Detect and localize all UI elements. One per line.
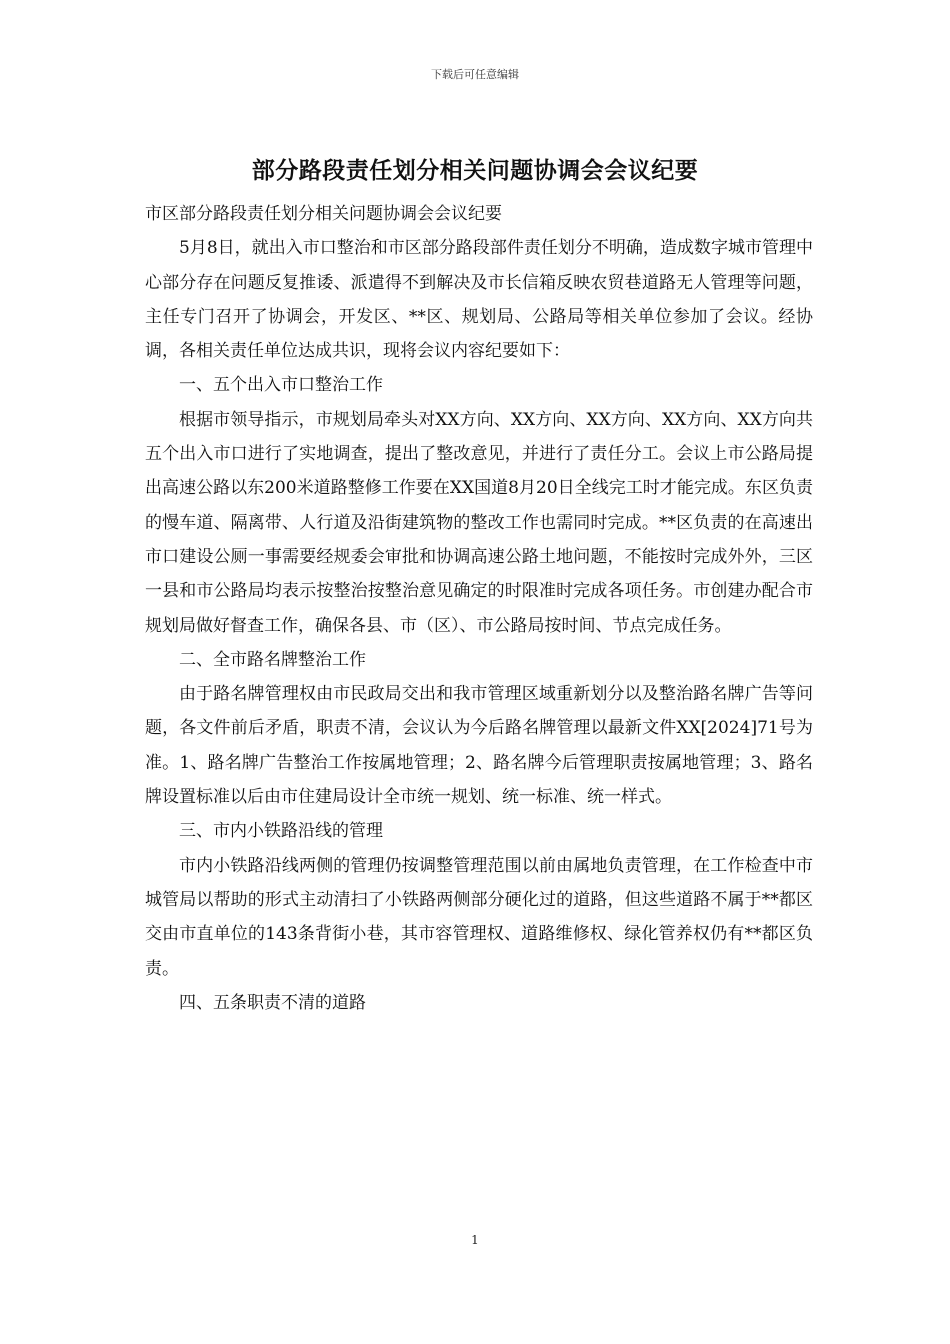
section-heading-1: 一、五个出入市口整治工作 [179,375,383,396]
document-subtitle: 市区部分路段责任划分相关问题协调会会议纪要 [145,204,502,224]
intro-paragraph: 5月8日，就出入市口整治和市区部分路段部件责任划分不明确，造成数字城市管理中心部分存在问题反复推诿、派遣得不到解决及市长信箱反映农贸巷道路无人管理等问题，主任专门召开了协调会，开发区、**区、规划局、公路局等相关单位参加了会议。经协调，各相关责任单位达成共识，现将会议内容纪要如下： [145,238,813,362]
section-body-1: 根据市领导指示，市规划局牵头对XX方向、XX方向、XX方向、XX方向、XX方向共五个出入市口进行了实地调查，提出了整改意见，并进行了责任分工。会议上市公路局提出高速公路以东200米道路整修工作要在XX国道8月20日全线完工时才能完成。东区负责的慢车道、隔离带、人行道及沿街建筑物的整改工作也需同时完成。**区负责的在高速出市口建设公厕一事需要经规委会审批和协调高速公路土地问题，不能按时完成外外，三区一县和市公路局均表示按整治按整治意见确定的时限准时完成各项任务。市创建办配合市规划局做好督查工作，确保各县、市（区）、市公路局按时间、节点完成任务。 [145,409,813,636]
page-number: 1 [471,1233,479,1247]
section-body-2: 由于路名牌管理权由市民政局交出和我市管理区域重新划分以及整治路名牌广告等问题，各文件前后矛盾，职责不清，会议认为今后路名牌管理以最新文件XX[2024]71号为准。1、路名牌广告整治工作按属地管理；2、路名牌今后管理职责按属地管理；3、路名牌设置标准以后由市住建局设计全市统一规划、统一标准、统一样式。 [145,684,813,808]
section-heading-4: 四、五条职责不清的道路 [179,992,366,1013]
section-heading-2: 二、全市路名牌整治工作 [179,649,366,670]
section-body-3: 市内小铁路沿线两侧的管理仍按调整管理范围以前由属地负责管理，在工作检查中市城管局以帮助的形式主动清扫了小铁路两侧部分硬化过的道路，但这些道路不属于**都区交由市直单位的143条背街小巷，其市容管理权、道路维修权、绿化管养权仍有**都区负责。 [145,855,813,979]
header-note: 下载后可任意编辑 [431,68,519,81]
document-title: 部分路段责任划分相关问题协调会会议纪要 [251,158,699,184]
section-heading-3: 三、市内小铁路沿线的管理 [179,821,383,842]
document-body [145,197,813,1020]
